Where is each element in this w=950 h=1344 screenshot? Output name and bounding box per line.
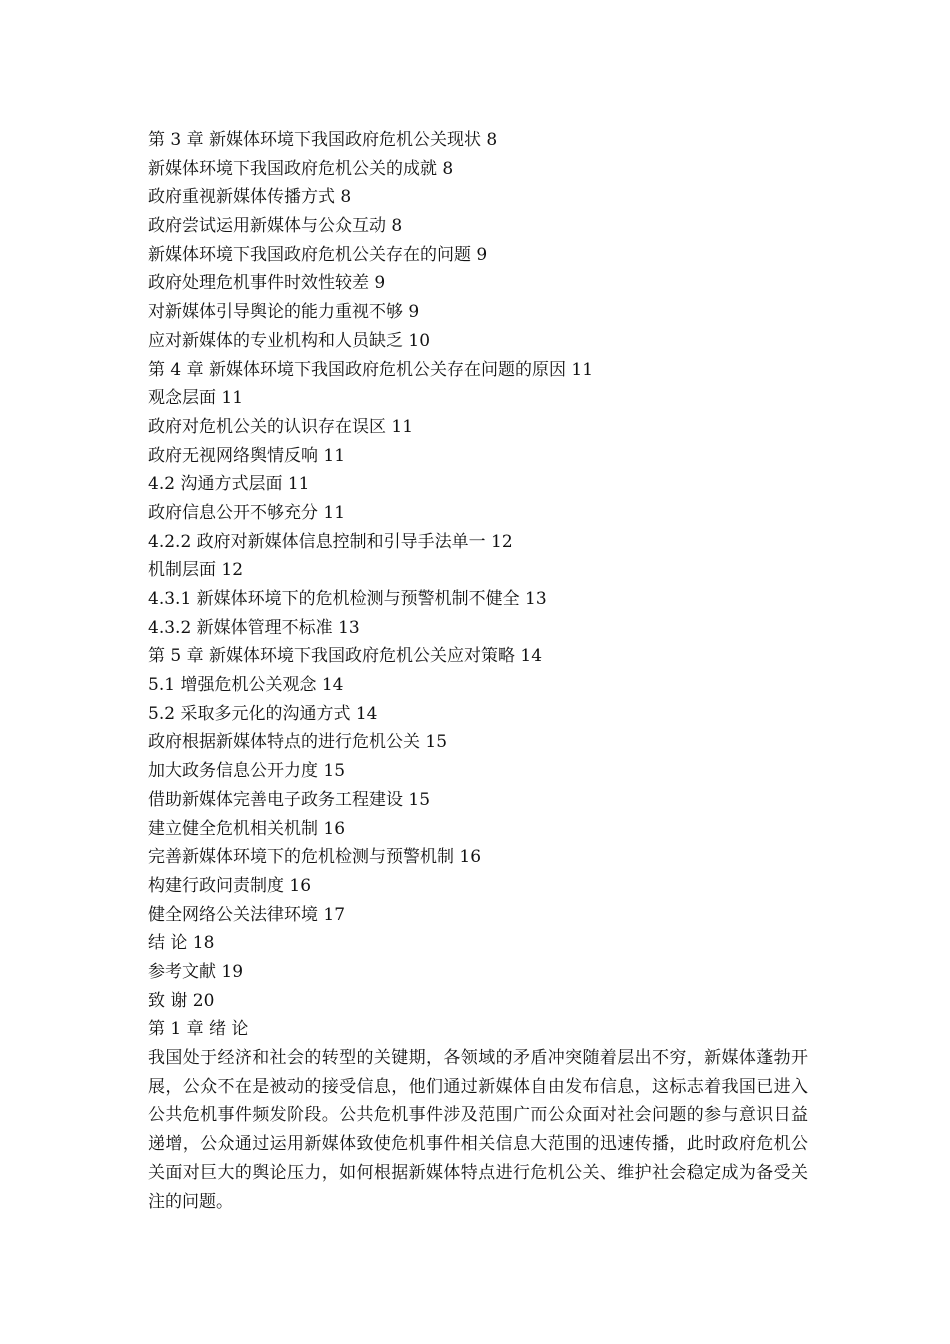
toc-entry: 新媒体环境下我国政府危机公关的成就 8 bbox=[148, 158, 454, 179]
document-page bbox=[148, 126, 808, 1216]
toc-entry: 参考文献 19 bbox=[148, 961, 244, 982]
toc-entry: 加大政务信息公开力度 15 bbox=[148, 761, 346, 782]
toc-entry: 政府尝试运用新媒体与公众互动 8 bbox=[148, 216, 403, 237]
toc-entry: 健全网络公关法律环境 17 bbox=[148, 904, 346, 925]
toc-entry: 政府重视新媒体传播方式 8 bbox=[148, 187, 352, 208]
toc-entry: 政府处理危机事件时效性较差 9 bbox=[148, 273, 386, 294]
toc-entry: 机制层面 12 bbox=[148, 560, 244, 581]
toc-entry: 4.3.2 新媒体管理不标准 13 bbox=[148, 617, 360, 638]
toc-entry: 构建行政问责制度 16 bbox=[148, 875, 312, 896]
chapter-heading: 第 1 章 绪 论 bbox=[148, 1019, 249, 1040]
toc-entry: 5.2 采取多元化的沟通方式 14 bbox=[148, 703, 378, 724]
toc-entry: 5.1 增强危机公关观念 14 bbox=[148, 675, 344, 696]
toc-entry: 政府无视网络舆情反响 11 bbox=[148, 445, 346, 466]
toc-entry: 完善新媒体环境下的危机检测与预警机制 16 bbox=[148, 847, 482, 868]
toc-entry: 建立健全危机相关机制 16 bbox=[148, 818, 346, 839]
toc-entry: 第 4 章 新媒体环境下我国政府危机公关存在问题的原因 11 bbox=[148, 359, 594, 380]
toc-entry: 第 3 章 新媒体环境下我国政府危机公关现状 8 bbox=[148, 130, 498, 150]
toc-entry: 借助新媒体完善电子政务工程建设 15 bbox=[148, 789, 431, 810]
toc-entry: 政府信息公开不够充分 11 bbox=[148, 502, 346, 523]
toc-entry: 4.2.2 政府对新媒体信息控制和引导手法单一 12 bbox=[148, 531, 513, 552]
toc-entry: 致 谢 20 bbox=[148, 990, 215, 1011]
toc-entry: 对新媒体引导舆论的能力重视不够 9 bbox=[148, 302, 420, 323]
toc-entry: 新媒体环境下我国政府危机公关存在的问题 9 bbox=[148, 244, 488, 265]
toc-entry: 第 5 章 新媒体环境下我国政府危机公关应对策略 14 bbox=[148, 646, 543, 667]
toc-entry: 4.2 沟通方式层面 11 bbox=[148, 474, 310, 495]
toc-entry: 政府根据新媒体特点的进行危机公关 15 bbox=[148, 732, 448, 753]
table-of-contents bbox=[148, 126, 808, 1015]
toc-entry: 4.3.1 新媒体环境下的危机检测与预警机制不健全 13 bbox=[148, 589, 547, 609]
body-paragraph: 我国处于经济和社会的转型的关键期，各领域的矛盾冲突随着层出不穷，新媒体蓬勃开展，公众不在是被动的接受信息，他们通过新媒体自由发布信息，这标志着我国已进入公共危机事件频发阶段。公共危机事件涉及范围广而公众面对社会问题的参与意识日益递增，公众通过运用新媒体致使危机事件相关信息大范围的迅速传播，此时政府危机公关面对巨大的舆论压力，如何根据新媒体特点进行危机公关、维护社会稳定成为备受关注的问题。 bbox=[148, 1048, 808, 1212]
toc-entry: 应对新媒体的专业机构和人员缺乏 10 bbox=[148, 330, 431, 351]
toc-entry: 政府对危机公关的认识存在误区 11 bbox=[148, 416, 414, 437]
toc-entry: 观念层面 11 bbox=[148, 388, 244, 409]
toc-entry: 结 论 18 bbox=[148, 933, 215, 954]
